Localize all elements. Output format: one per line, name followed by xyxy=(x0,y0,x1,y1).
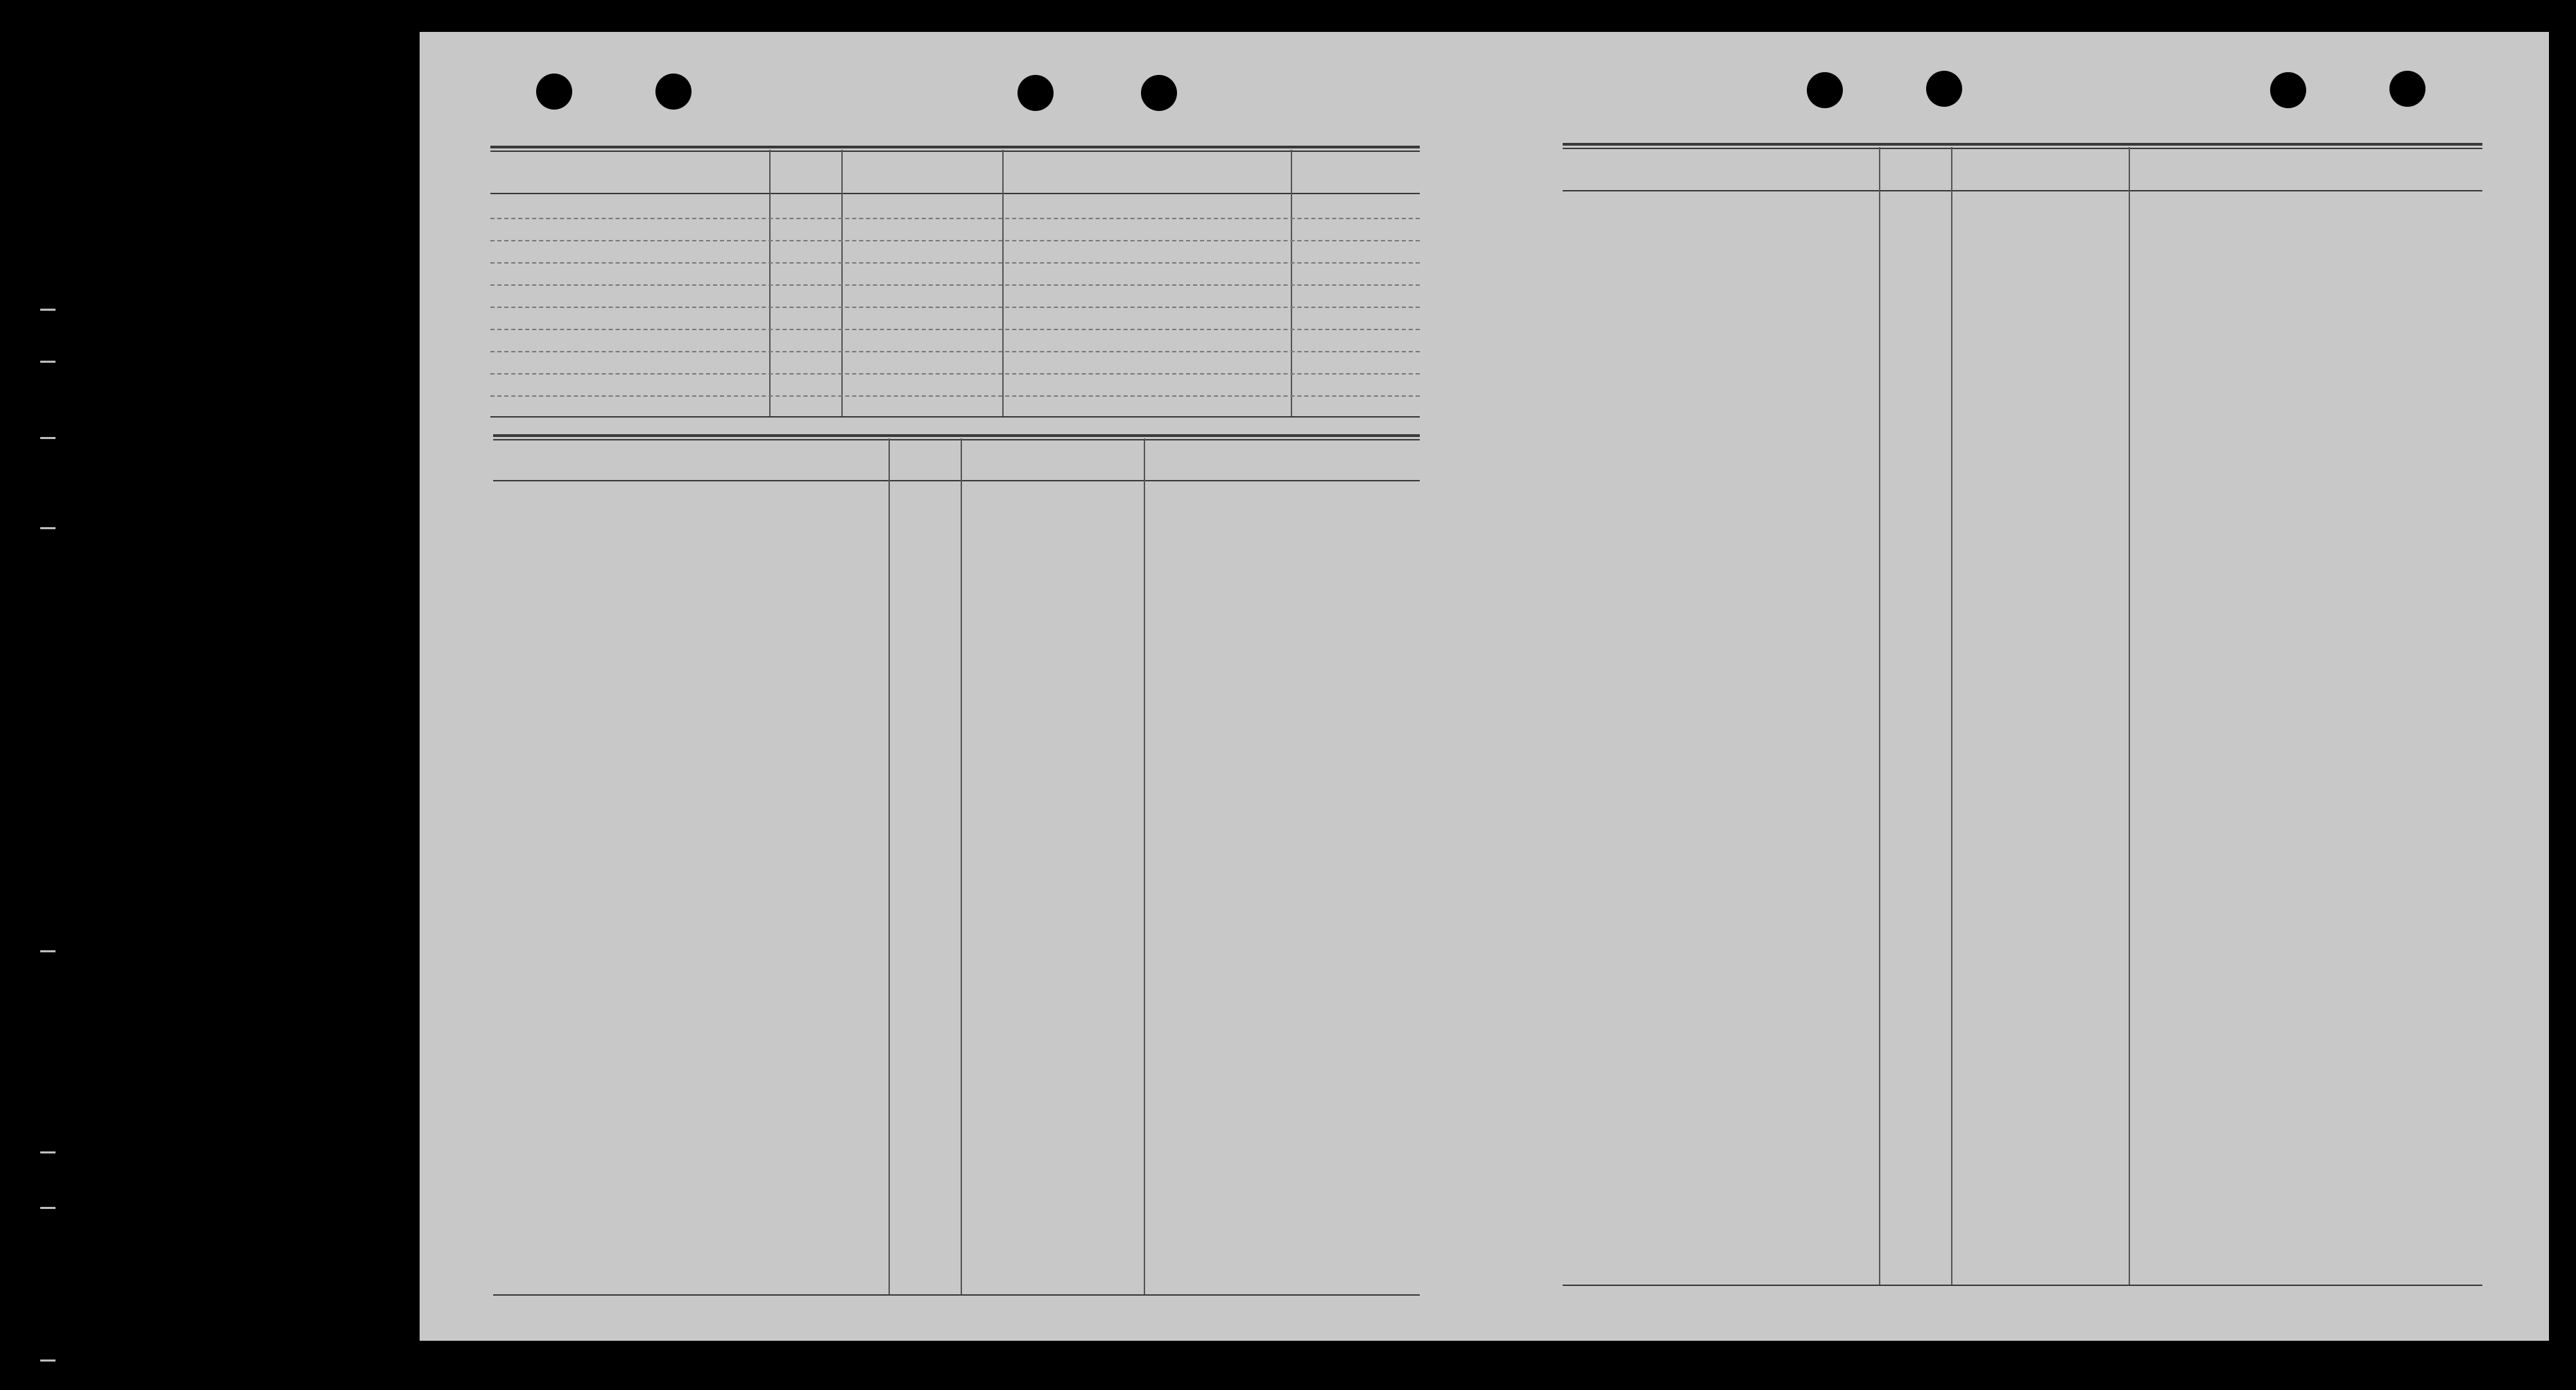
left-page xyxy=(420,32,1439,1341)
right-page xyxy=(1543,32,2549,1341)
document-sheet xyxy=(420,32,2549,1341)
